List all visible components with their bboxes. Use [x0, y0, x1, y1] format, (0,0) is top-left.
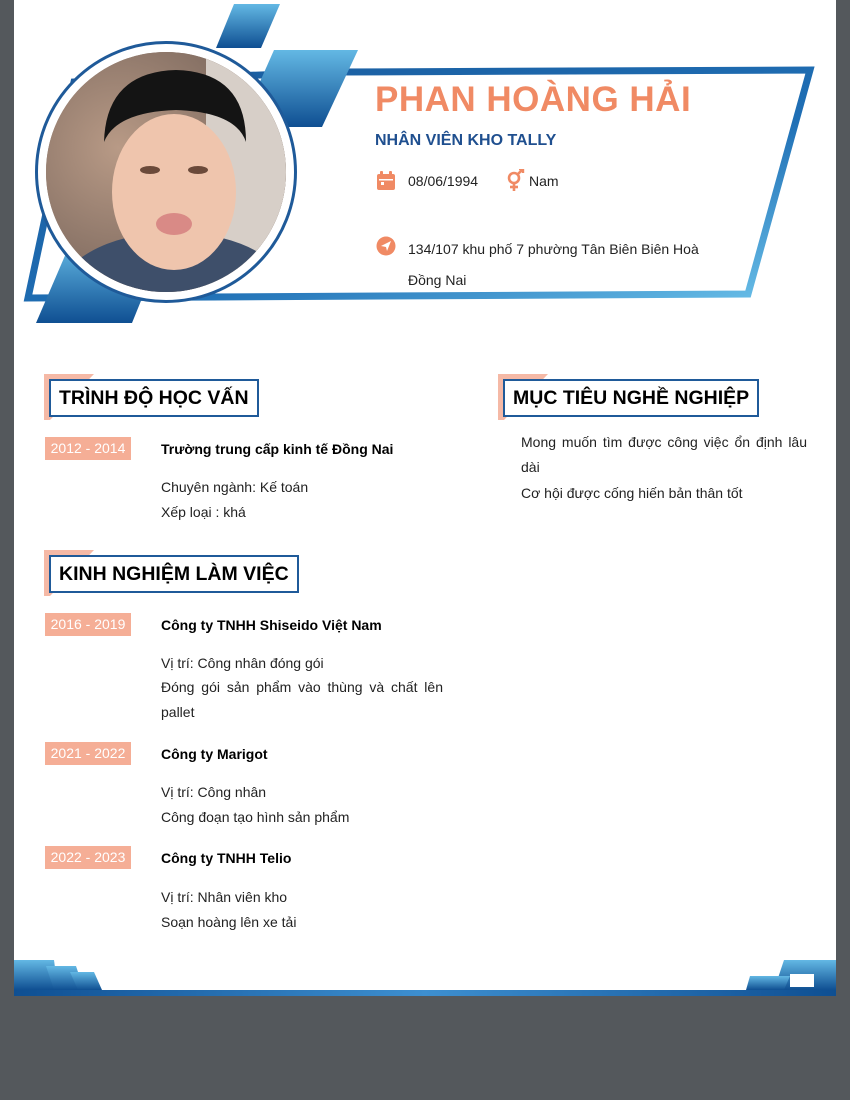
experience-description: Soạn hoàng lên xe tải	[161, 914, 297, 930]
experience-position: Vị trí: Công nhân	[161, 784, 267, 800]
experience-description: Đóng gói sản phẩm vào thùng và chất lên pallet	[161, 679, 443, 720]
education-school: Trường trung cấp kinh tế Đồng Nai	[161, 441, 394, 457]
experience-position: Vị trí: Nhân viên kho	[161, 889, 288, 905]
gender: Nam	[529, 173, 559, 189]
job-title: NHÂN VIÊN KHO TALLY	[375, 132, 557, 149]
objective-title: MỤC TIÊU NGHỀ NGHIỆP	[503, 379, 759, 417]
birthdate: 08/06/1994	[408, 173, 479, 189]
experience-year: 2016 - 2019	[45, 613, 131, 636]
experience-company: Công ty TNHH Shiseido Việt Nam	[161, 617, 382, 633]
experience-company: Công ty TNHH Telio	[161, 850, 292, 866]
experience-description: Công đoạn tạo hình sản phẩm	[161, 809, 350, 825]
cv-page	[14, 0, 836, 996]
address-line-2: Đồng Nai	[408, 272, 467, 288]
objective-line-1: Mong muốn tìm được công việc ổn định lâu dài	[521, 434, 807, 475]
candidate-name: PHAN HOÀNG HẢI	[375, 80, 692, 119]
experience-company: Công ty Marigot	[161, 746, 268, 762]
calendar-icon	[376, 171, 396, 191]
education-detail-2: Xếp loại : khá	[161, 504, 246, 520]
education-year: 2012 - 2014	[45, 437, 131, 460]
experience-title: KINH NGHIỆM LÀM VIỆC	[49, 555, 299, 593]
experience-year: 2022 - 2023	[45, 846, 131, 869]
experience-year: 2021 - 2022	[45, 742, 131, 765]
experience-position: Vị trí: Công nhân đóng gói	[161, 655, 324, 671]
profile-photo	[46, 52, 286, 292]
address-line-1: 134/107 khu phố 7 phường Tân Biên Biên Hoà	[408, 241, 699, 257]
education-title: TRÌNH ĐỘ HỌC VẤN	[49, 379, 259, 417]
gender-icon	[506, 169, 526, 193]
address	[408, 234, 738, 296]
education-detail-1: Chuyên ngành: Kế toán	[161, 479, 309, 495]
objective-line-2: Cơ hội được cống hiến bản thân tốt	[521, 485, 743, 501]
location-icon	[376, 236, 396, 256]
